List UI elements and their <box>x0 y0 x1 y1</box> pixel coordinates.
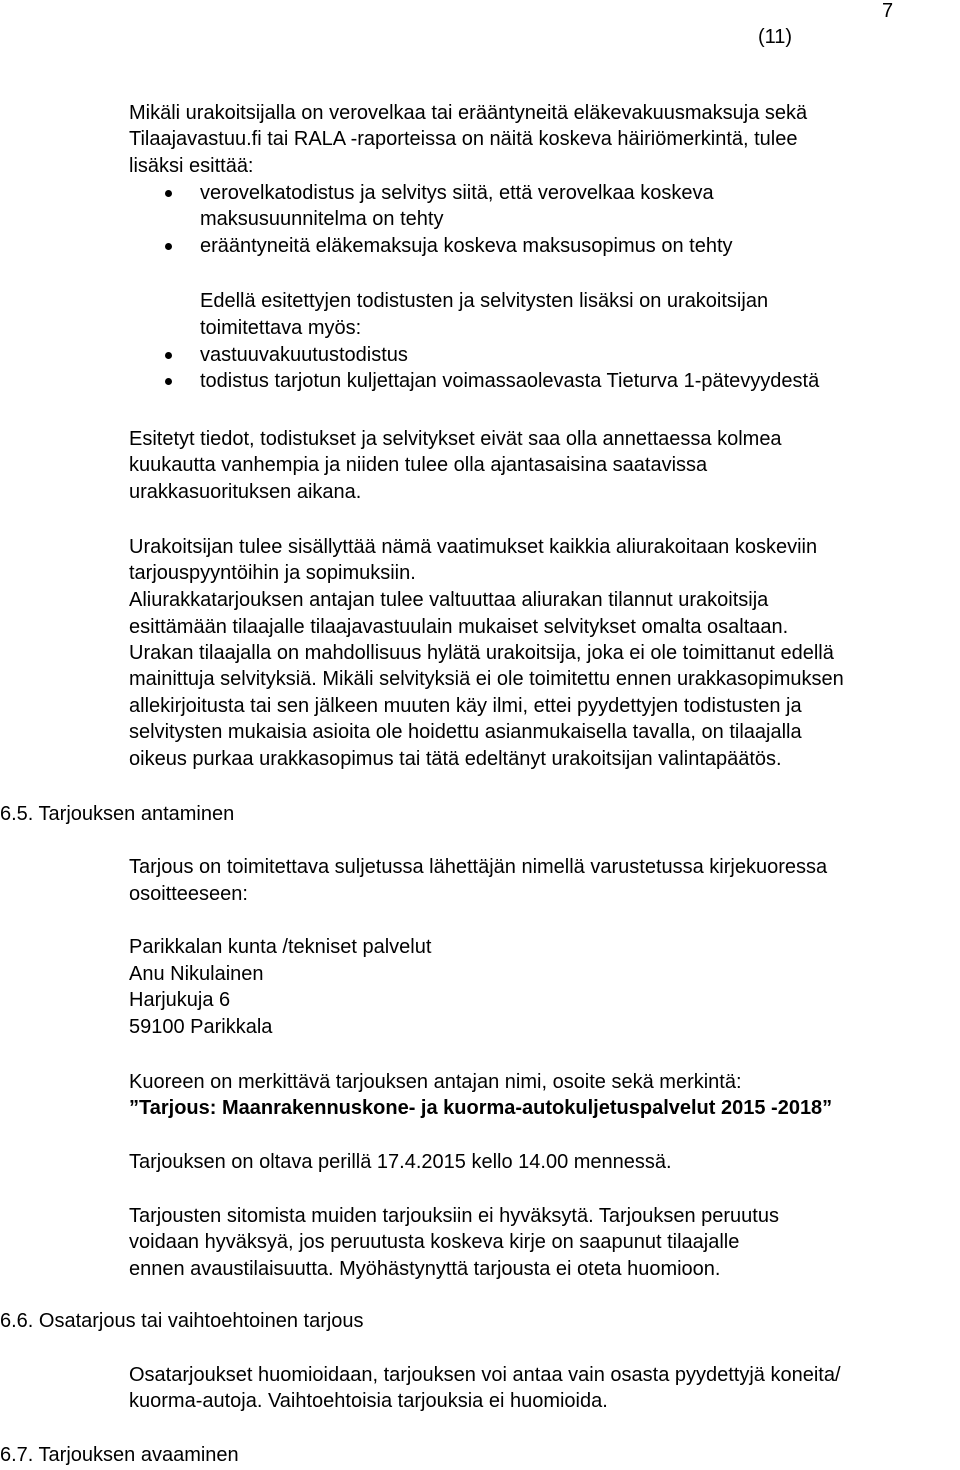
paragraph-line: Mikäli urakoitsijalla on verovelkaa tai erääntyneitä eläkevakuusmaksuja sekä <box>129 102 808 124</box>
envelope-note: Kuoreen on merkittävä tarjouksen antajan nimi, osoite sekä merkintä: <box>129 1071 742 1093</box>
section-heading-6-7: 6.7. Tarjouksen avaaminen <box>0 1444 239 1466</box>
paragraph-line: tarjouspyyntöihin ja sopimuksiin. <box>129 562 416 584</box>
paragraph-line: Tarjous on toimitettava suljetussa lähettäjän nimellä varustetussa kirjekuoressa <box>129 856 828 878</box>
bullet-icon <box>165 243 172 250</box>
paragraph-line: Urakan tilaajalla on mahdollisuus hylätä urakoitsija, joka ei ole toimittanut edellä <box>129 642 834 664</box>
bullet-line: todistus tarjotun kuljettajan voimassaolevasta Tieturva 1-pätevyydestä <box>200 370 820 392</box>
bullet-icon <box>165 352 172 359</box>
bullet-icon <box>165 378 172 385</box>
paragraph-line: selvitysten mukaisia asioita ole hoidettu asianmukaisella tavalla, on tilaajalla <box>129 721 802 743</box>
page-number: 7 <box>882 0 894 22</box>
envelope-mark: ”Tarjous: Maanrakennuskone- ja kuorma-autokuljetuspalvelut 2015 -2018” <box>129 1097 833 1119</box>
address-line: Anu Nikulainen <box>129 963 264 985</box>
paragraph-line: kuorma-autoja. Vaihtoehtoisia tarjouksia ei huomioida. <box>129 1390 608 1412</box>
bullet-line: vastuuvakuutustodistus <box>200 344 408 366</box>
paragraph-line: osoitteeseen: <box>129 883 248 905</box>
section-heading-6-6: 6.6. Osatarjous tai vaihtoehtoinen tarjous <box>0 1310 364 1332</box>
paragraph-line: Osatarjoukset huomioidaan, tarjouksen voi antaa vain osasta pyydettyjä koneita/ <box>129 1364 841 1386</box>
paragraph-line: Esitetyt tiedot, todistukset ja selvitykset eivät saa olla annettaessa kolmea <box>129 428 782 450</box>
paragraph-line: lisäksi esittää: <box>129 155 254 177</box>
paragraph-line: urakkasuorituksen aikana. <box>129 481 362 503</box>
paragraph-line: esittämään tilaajalle tilaajavastuulain mukaiset selvitykset omalta osaltaan. <box>129 616 789 638</box>
page-label: (11) <box>758 26 793 48</box>
paragraph-line: Tarjousten sitomista muiden tarjouksiin ei hyväksytä. Tarjouksen peruutus <box>129 1205 779 1227</box>
paragraph-line: voidaan hyväksyä, jos peruutusta koskeva kirje on saapunut tilaajalle <box>129 1231 740 1253</box>
deadline: Tarjouksen on oltava perillä 17.4.2015 kello 14.00 mennessä. <box>129 1151 672 1173</box>
address-line: Parikkalan kunta /tekniset palvelut <box>129 936 432 958</box>
paragraph-line: Edellä esitettyjen todistusten ja selvitysten lisäksi on urakoitsijan <box>200 290 769 312</box>
paragraph-line: oikeus purkaa urakkasopimus tai tätä edeltänyt urakoitsijan valintapäätös. <box>129 748 782 770</box>
paragraph-line: kuukautta vanhempia ja niiden tulee olla ajantasaisina saatavissa <box>129 454 708 476</box>
section-heading-6-5: 6.5. Tarjouksen antaminen <box>0 803 235 825</box>
paragraph-line: mainittuja selvityksiä. Mikäli selvityksiä ei ole toimitettu ennen urakkasopimuksen <box>129 668 844 690</box>
paragraph-line: Urakoitsijan tulee sisällyttää nämä vaatimukset kaikkia aliurakoitaan koskeviin <box>129 536 818 558</box>
bullet-line: erääntyneitä eläkemaksuja koskeva maksusopimus on tehty <box>200 235 733 257</box>
paragraph-line: ennen avaustilaisuutta. Myöhästynyttä tarjousta ei oteta huomioon. <box>129 1258 721 1280</box>
bullet-line: maksusuunnitelma on tehty <box>200 208 444 230</box>
paragraph-line: toimitettava myös: <box>200 317 362 339</box>
paragraph-line: Tilaajavastuu.fi tai RALA -raporteissa on näitä koskeva häiriömerkintä, tulee <box>129 128 798 150</box>
bullet-icon <box>165 190 172 197</box>
address-line: Harjukuja 6 <box>129 989 231 1011</box>
address-line: 59100 Parikkala <box>129 1016 273 1038</box>
bullet-line: verovelkatodistus ja selvitys siitä, että verovelkaa koskeva <box>200 182 714 204</box>
paragraph-line: allekirjoitusta tai sen jälkeen muuten käy ilmi, ettei pyydettyjen todistusten ja <box>129 695 802 717</box>
paragraph-line: Aliurakkatarjouksen antajan tulee valtuuttaa aliurakan tilannut urakoitsija <box>129 589 769 611</box>
